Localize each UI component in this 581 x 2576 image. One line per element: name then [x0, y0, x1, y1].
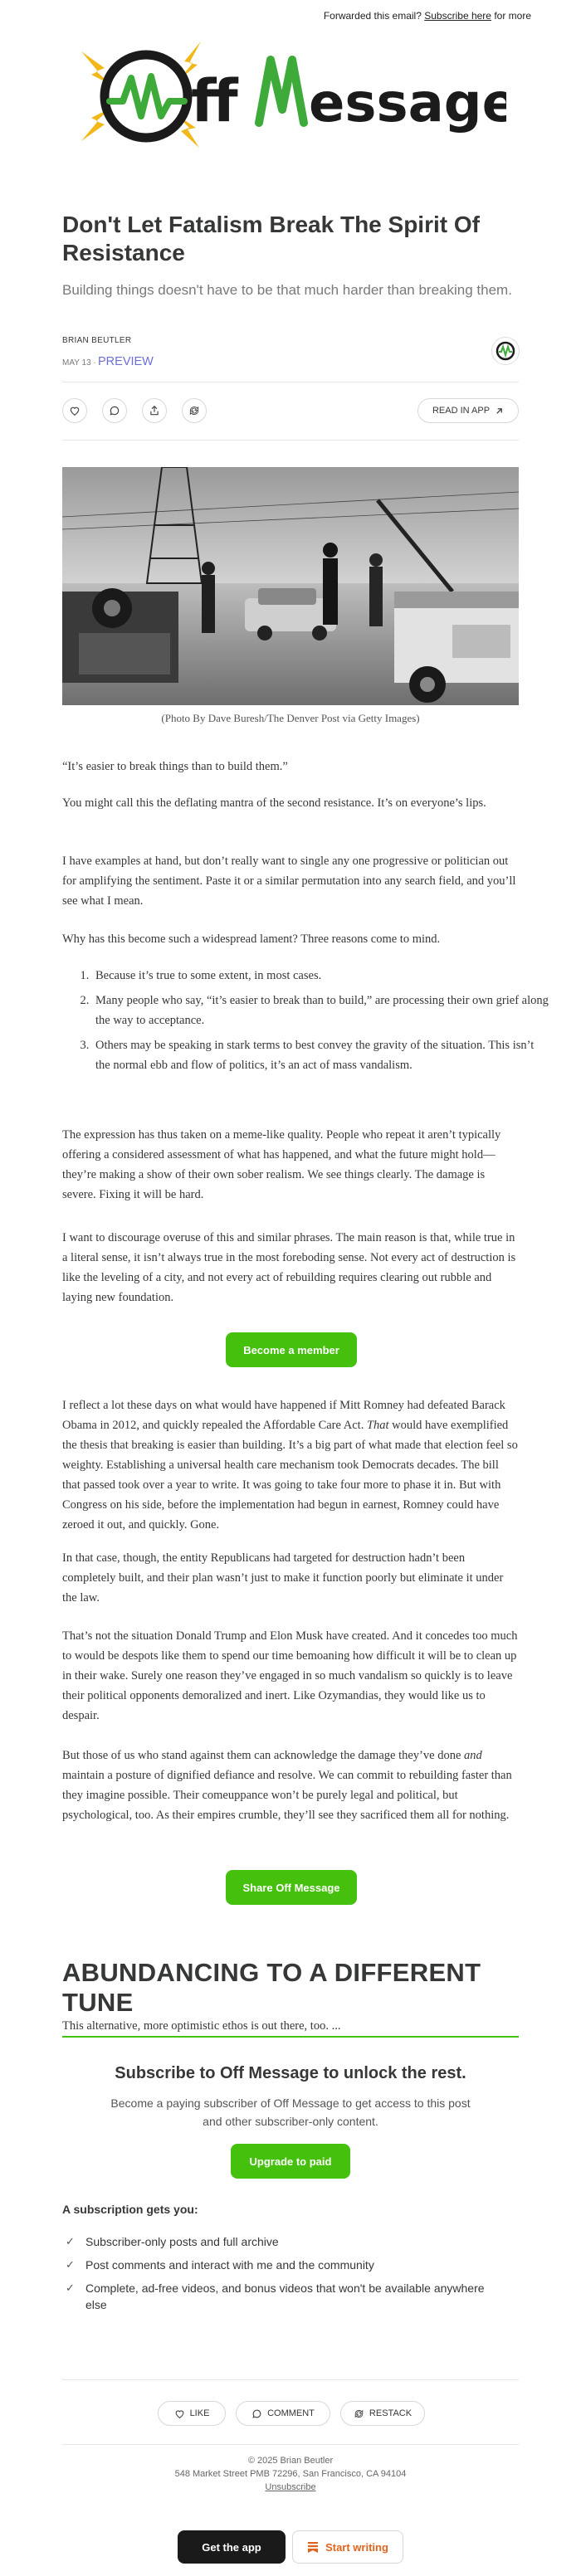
comment-icon [251, 2408, 262, 2419]
paragraph [62, 1395, 519, 1535]
forward-notice [324, 10, 531, 22]
emphasis: and [464, 1749, 482, 1762]
date-separator: ∙ [93, 358, 96, 368]
photo-tow-truck-scene [62, 467, 519, 705]
restack-pill-button[interactable] [340, 2401, 425, 2426]
avatar-logo-icon [492, 338, 519, 364]
heartbeat-icon [110, 76, 184, 116]
logo-graphic [75, 35, 506, 159]
paragraph: Why has this become such a widespread lament? Three reasons come to mind. [62, 933, 441, 946]
share-button[interactable] [142, 398, 167, 423]
like-label: LIKE [189, 2408, 210, 2418]
heart-icon [174, 2408, 185, 2419]
footer-copyright: © 2025 Brian Beutler [247, 2456, 334, 2466]
paragraph: You might call this the deflating mantra of the second resistance. It’s on everyone’s lips. [62, 796, 486, 810]
section-heading: ABUNDANCING TO A DIFFERENT TUNE [62, 1958, 481, 2017]
paragraph: I want to discourage overuse of this and similar phrases. The main reason is that, while true in a literal sense, it isn’t always true in the most foreboding sense. Not every act of destruction is like the leveling of a city, and not every act of rebuilding requires clearing out rubble and laying new foundation. [62, 1231, 516, 1304]
paragraph-part: would have exemplified the thesis that breaking is easier than building. It’s a big part of what made that election feel so weighty. Establishing a universal health care mechanism took Democrats decades. The bill that passed took over a year to write. It was going to take four more to phase it in. But with Congress on his side, before the implementation had begun in earnest, Romney could have zeroed it out, and quickly. Gone. [62, 1419, 518, 1531]
restack-icon [188, 405, 200, 416]
check-icon: ✓ [66, 2258, 75, 2271]
author-avatar[interactable] [491, 337, 520, 365]
divider [62, 440, 519, 441]
paywall-heading: Subscribe to Off Message to unlock the rest. [115, 2064, 466, 2082]
restack-label: RESTACK [369, 2408, 413, 2418]
start-writing-button[interactable] [292, 2530, 403, 2564]
paywall-text: Become a paying subscriber of Off Message to get access to this post and other subscriber-only content. [110, 2096, 471, 2128]
comment-pill-button[interactable] [236, 2401, 330, 2426]
benefit-text: Post comments and interact with me and the community [85, 2258, 374, 2272]
arrow-up-right-icon [495, 407, 504, 416]
become-member-button[interactable]: Become a member [226, 1332, 357, 1367]
footer-address: 548 Market Street PMB 72296, San Francisco, CA 94104 [174, 2469, 407, 2479]
divider [62, 2379, 519, 2380]
restack-icon [354, 2408, 364, 2419]
post-date [62, 352, 519, 372]
comment-icon [109, 405, 120, 416]
forward-suffix: for more [494, 10, 531, 22]
paragraph: This alternative, more optimistic ethos is out there, too. ... [62, 2019, 341, 2033]
upgrade-to-paid-button[interactable]: Upgrade to paid [231, 2144, 350, 2179]
like-button[interactable] [62, 398, 87, 423]
paragraph: In that case, though, the entity Republicans had targeted for destruction hadn’t been completely built, and their plan wasn’t just to make it function poorly but eliminate it under the law. [62, 1551, 504, 1605]
unsubscribe-link[interactable]: Unsubscribe [265, 2482, 316, 2492]
logo-essage: essage [309, 73, 506, 134]
paragraph: I have examples at hand, but don’t really want to single any one progressive or politician out for amplifying the sentiment. Paste it or a similar permutation into any search field, and you’ll see what I mean. [62, 855, 516, 908]
list-item: 3. Others may be speaking in stark terms to best convey the gravity of the situation. This isn’t the normal ebb and flow of politics, it’s an act of mass vandalism. [92, 1035, 549, 1075]
photo-caption: (Photo By Dave Buresh/The Denver Post via Getty Images) [161, 712, 420, 724]
paragraph-part: But those of us who stand against them can acknowledge the damage they’ve done [62, 1749, 461, 1762]
paragraph-part: I reflect a lot these days on what would have happened if Mitt Romney had defeated Barack Obama in 2012, and quickly repealed the Affordable Care Act. [62, 1399, 505, 1432]
post-photo[interactable] [62, 467, 519, 705]
read-in-app-label: READ IN APP [432, 406, 491, 416]
benefits-heading: A subscription gets you: [62, 2203, 198, 2216]
logo-m [259, 60, 304, 123]
date-text: MAY 13 [62, 358, 91, 368]
post-subtitle: Building things doesn't have to be that much harder than breaking them. [62, 282, 512, 298]
paragraph-part: maintain a posture of dignified defiance and resolve. We can commit to rebuilding faster than they imagine possible. Their comeuppance won’t be purely legal and political, but psychological, too. As their empires crumble, they’ll see they sacrificed them all for nothing. [62, 1769, 512, 1822]
list-item: 2. Many people who say, “it’s easier to break than to build,” are processing their own grief along the way to acceptance. [92, 991, 549, 1030]
restack-button[interactable] [182, 398, 207, 423]
preview-badge: PREVIEW [98, 355, 154, 368]
list-item: 1. Because it’s true to some extent, in most cases. [92, 966, 549, 986]
post-title[interactable]: Don't Let Fatalism Break The Spirit Of Resistance [62, 212, 480, 265]
comment-button[interactable] [102, 398, 127, 423]
paragraph: “It’s easier to break things than to build them.” [62, 760, 288, 773]
paragraph: That’s not the situation Donald Trump and Elon Musk have created. And it concedes too much to would be despots like them to spend our time bemoaning how difficult it will be to clean up in their wake. Surely one reason they’ve engaged in so much vandalism so quickly is to leave their political opponents demoralized and inert. Like Ozymandias, they would like us to despair. [62, 1629, 518, 1722]
substack-icon [307, 2541, 319, 2553]
comment-label: COMMENT [267, 2408, 315, 2418]
subscribe-here-link[interactable]: Subscribe here [424, 10, 491, 22]
logo-ff: ff [191, 67, 238, 135]
check-icon: ✓ [66, 2281, 75, 2294]
start-writing-label: Start writing [325, 2540, 388, 2554]
read-in-app-button[interactable] [417, 398, 519, 423]
reasons-list [62, 966, 549, 1080]
divider [62, 2444, 519, 2445]
paragraph [62, 1746, 519, 1825]
check-icon: ✓ [66, 2235, 75, 2247]
off-message-logo[interactable] [75, 35, 506, 159]
benefit-text: Subscriber-only posts and full archive [85, 2235, 279, 2248]
emphasis: That [366, 1419, 389, 1432]
forward-text: Forwarded this email? [323, 10, 422, 22]
author-name[interactable]: BRIAN BEUTLER [62, 336, 132, 345]
paywall-divider [62, 2036, 519, 2038]
get-the-app-button[interactable]: Get the app [178, 2530, 286, 2564]
like-pill-button[interactable] [158, 2401, 226, 2426]
paragraph: The expression has thus taken on a meme-like quality. People who repeat it aren’t typically offering a considered assessment of what has happened, and what the future might hold—they’re making a show of their own sober realism. We see things clearly. The damage is severe. Fixing it will be hard. [62, 1128, 501, 1201]
benefit-text: Complete, ad-free videos, and bonus videos that won't be available anywhere else [85, 2281, 485, 2311]
heart-icon [69, 405, 81, 416]
share-icon [149, 405, 160, 416]
share-off-message-button[interactable]: Share Off Message [226, 1870, 357, 1905]
